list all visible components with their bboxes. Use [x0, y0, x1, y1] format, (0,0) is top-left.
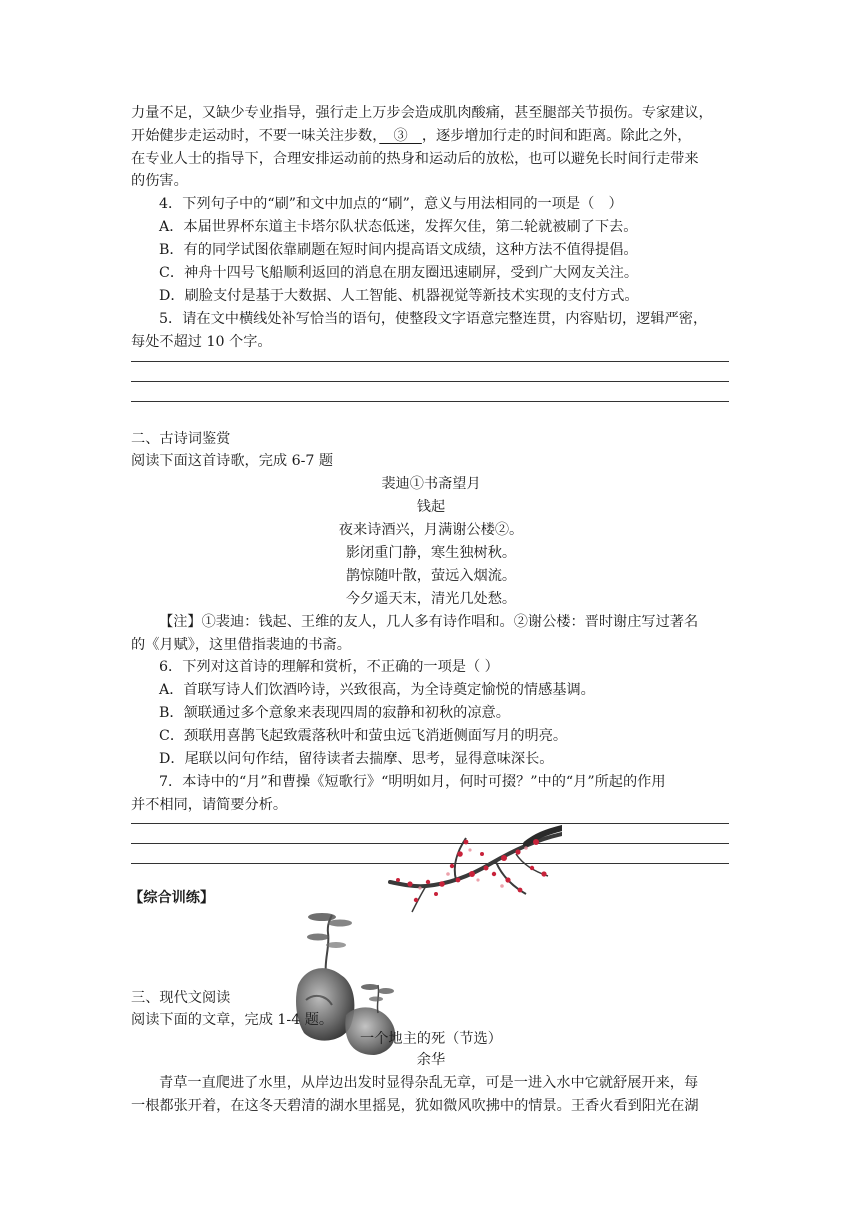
q6-option-b: B．颔联通过多个意象来表现四周的寂静和初秋的凉意。	[159, 705, 510, 721]
article-line-2: 一根都张开着，在这冬天碧清的湖水里摇晃，犹如微风吹拂中的情景。王香火看到阳光在湖	[131, 1098, 699, 1114]
passage-line-1: 力量不足，又缺少专业指导，强行走上万步会造成肌肉酸痛，甚至腿部关节损伤。专家建议，	[131, 105, 713, 121]
poem-line-4: 今夕遥天末，清光几处愁。	[345, 591, 517, 607]
q7-line-2: 并不相同，请简要分析。	[131, 797, 288, 813]
q4-option-c: C．神舟十四号飞船顺利返回的消息在朋友圈迅速刷屏，受到广大网友关注。	[159, 265, 639, 281]
blank-3: ③	[379, 128, 422, 144]
q6-stem: 6．下列对这首诗的理解和赏析，不正确的一项是（ ）	[159, 659, 499, 675]
passage-line-2b: ，逐步增加行走的时间和距离。除此之外，	[421, 128, 692, 144]
q4-option-d: D．刷脸支付是基于大数据、人工智能、机器视觉等新技术实现的支付方式。	[159, 288, 639, 304]
q5-line-1: 5．请在文中横线处补写恰当的语句，使整段文字语意完整连贯，内容贴切，逻辑严密，	[159, 311, 708, 327]
passage-line-3: 在专业人士的指导下，合理安排运动前的热身和运动后的放松，也可以避免长时间行走带来	[131, 151, 699, 167]
passage-line-4: 的伤害。	[131, 173, 188, 189]
plum-blossom-image	[386, 824, 562, 916]
passage-line-2a: 开始健步走运动时，不要一味关注步数，	[131, 128, 380, 144]
passage-line-2	[131, 126, 731, 146]
poem-line-1: 夜来诗酒兴，月满谢公楼②。	[338, 522, 524, 538]
q4-option-b: B．有的同学试图依靠刷题在短时间内提高语文成绩，这种方法不值得提倡。	[159, 242, 638, 258]
answer-line	[131, 381, 729, 382]
article-title: 一个地主的死（节选）	[360, 1031, 502, 1047]
poem-line-2: 影闭重门静，寒生独树秋。	[345, 545, 517, 561]
section2-instruction: 阅读下面这首诗歌，完成 6-7 题	[131, 453, 334, 469]
q6-option-a: A．首联写诗人们饮酒吟诗，兴致很高，为全诗奠定愉悦的情感基调。	[159, 682, 595, 698]
section3-instruction: 阅读下面的文章，完成 1-4 题。	[131, 1012, 334, 1028]
poem-title: 裴迪①书斋望月	[381, 476, 481, 492]
q6-option-d: D．尾联以问句作结，留待读者去揣摩、思考，显得意味深长。	[159, 751, 554, 767]
q4-stem: 4．下列句子中的“刷”和文中加点的“刷”，意义与用法相同的一项是（ ）	[159, 196, 623, 212]
poem-line-3: 鹊惊随叶散，萤远入烟流。	[345, 568, 517, 584]
section2-heading: 二、古诗词鉴赏	[131, 431, 231, 447]
article-author: 余华	[416, 1052, 446, 1068]
section3-heading: 三、现代文阅读	[131, 990, 231, 1006]
training-heading: 【综合训练】	[129, 890, 215, 906]
q7-line-1: 7．本诗中的“月”和曹操《短歌行》“明明如月，何时可掇？”中的“月”所起的作用	[159, 774, 666, 790]
q6-option-c: C．颈联用喜鹊飞起致震落秋叶和萤虫远飞消逝侧面写月的明亮。	[159, 728, 568, 744]
answer-line	[131, 401, 729, 402]
q4-option-a: A．本届世界杯东道主卡塔尔队状态低迷，发挥欠佳，第二轮就被刷了下去。	[159, 219, 638, 235]
poem-author: 钱起	[416, 499, 446, 515]
article-line-1: 青草一直爬进了水里，从岸边出发时显得杂乱无章，可是一进入水中它就舒展开来，每	[159, 1075, 699, 1091]
q5-line-2: 每处不超过 10 个字。	[131, 334, 272, 350]
poem-note-2: 的《月赋》，这里借指裴迪的书斋。	[131, 637, 351, 653]
answer-line	[131, 361, 729, 362]
poem-note-1: 【注】①裴迪：钱起、王维的友人，几人多有诗作唱和。②谢公楼：晋时谢庄写过著名	[159, 614, 699, 630]
